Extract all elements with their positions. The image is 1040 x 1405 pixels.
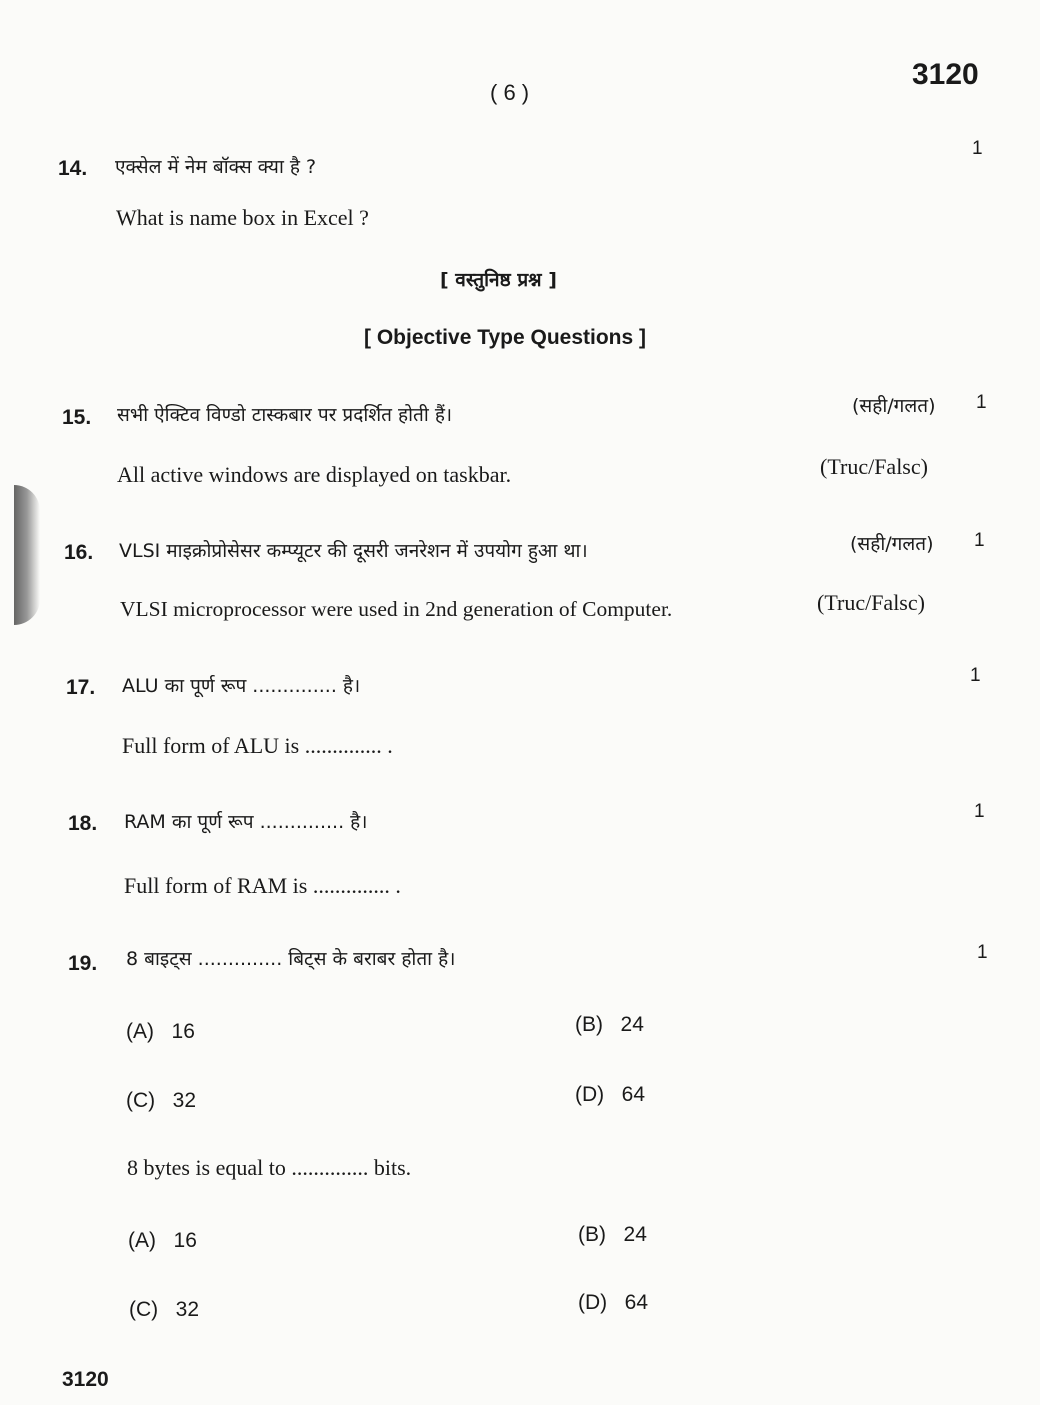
question-number: 19. bbox=[68, 952, 98, 975]
option-b bbox=[575, 1013, 644, 1037]
option-a bbox=[126, 1020, 195, 1044]
option-label: (D) bbox=[578, 1291, 608, 1314]
question-english: All active windows are displayed on taskbar. bbox=[117, 462, 512, 487]
question-number: 17. bbox=[66, 676, 96, 699]
true-false-hindi: (सही/गलत) bbox=[850, 533, 934, 555]
section-title-english: [ Objective Type Questions ] bbox=[364, 326, 647, 349]
marks: 1 bbox=[970, 665, 981, 686]
question-english: 8 bytes is equal to .............. bits. bbox=[127, 1155, 412, 1180]
question-english: Full form of ALU is .............. . bbox=[122, 733, 393, 758]
option-value: 64 bbox=[621, 1083, 646, 1106]
option-value: 24 bbox=[623, 1223, 647, 1246]
option-label: (D) bbox=[575, 1083, 605, 1106]
option-a bbox=[128, 1229, 197, 1253]
question-hindi: 8 बाइट्स .............. बिट्स के बराबर होता है। bbox=[126, 948, 456, 970]
option-label: (C) bbox=[126, 1089, 156, 1112]
paper-code-top: 3120 bbox=[912, 58, 979, 91]
paper-code-bottom: 3120 bbox=[62, 1368, 109, 1391]
true-false-hindi: (सही/गलत) bbox=[852, 395, 936, 417]
option-value: 32 bbox=[172, 1089, 197, 1112]
marks: 1 bbox=[976, 392, 987, 413]
question-number: 16. bbox=[64, 541, 94, 564]
marks: 1 bbox=[972, 138, 983, 159]
option-label: (A) bbox=[126, 1020, 154, 1043]
question-hindi: RAM का पूर्ण रूप .............. है। bbox=[124, 811, 368, 833]
scan-shadow bbox=[14, 485, 40, 625]
question-hindi: सभी ऐक्टिव विण्डो टास्कबार पर प्रदर्शित होती हैं। bbox=[117, 404, 453, 426]
marks: 1 bbox=[974, 801, 985, 822]
option-b bbox=[578, 1223, 647, 1247]
page-number: ( 6 ) bbox=[490, 80, 530, 105]
marks: 1 bbox=[974, 530, 985, 551]
question-number: 15. bbox=[62, 406, 92, 429]
question-number: 14. bbox=[58, 157, 88, 180]
true-false-english: (Truc/Falsc) bbox=[817, 590, 925, 615]
question-english: VLSI microprocessor were used in 2nd generation of Computer. bbox=[120, 597, 673, 621]
option-label: (B) bbox=[578, 1223, 606, 1246]
option-value: 16 bbox=[173, 1229, 197, 1252]
option-value: 24 bbox=[620, 1013, 644, 1036]
question-english: Full form of RAM is .............. . bbox=[124, 873, 401, 898]
marks: 1 bbox=[977, 942, 988, 963]
option-value: 32 bbox=[175, 1298, 200, 1321]
option-c bbox=[129, 1298, 199, 1322]
question-number: 18. bbox=[68, 812, 98, 835]
question-hindi: ALU का पूर्ण रूप .............. है। bbox=[122, 675, 361, 697]
option-label: (C) bbox=[129, 1298, 159, 1321]
option-label: (B) bbox=[575, 1013, 603, 1036]
option-d bbox=[575, 1083, 645, 1107]
option-value: 64 bbox=[624, 1291, 649, 1314]
question-hindi: VLSI माइक्रोप्रोसेसर कम्प्यूटर की दूसरी जनरेशन में उपयोग हुआ था। bbox=[119, 540, 588, 562]
option-label: (A) bbox=[128, 1229, 156, 1252]
option-d bbox=[578, 1291, 648, 1315]
question-hindi: एक्सेल में नेम बॉक्स क्या है ? bbox=[115, 156, 317, 178]
option-value: 16 bbox=[171, 1020, 195, 1043]
option-c bbox=[126, 1089, 196, 1113]
section-title-hindi: [ वस्तुनिष्ठ प्रश्न ] bbox=[440, 269, 557, 291]
true-false-english: (Truc/Falsc) bbox=[820, 454, 928, 479]
question-english: What is name box in Excel ? bbox=[116, 205, 369, 230]
